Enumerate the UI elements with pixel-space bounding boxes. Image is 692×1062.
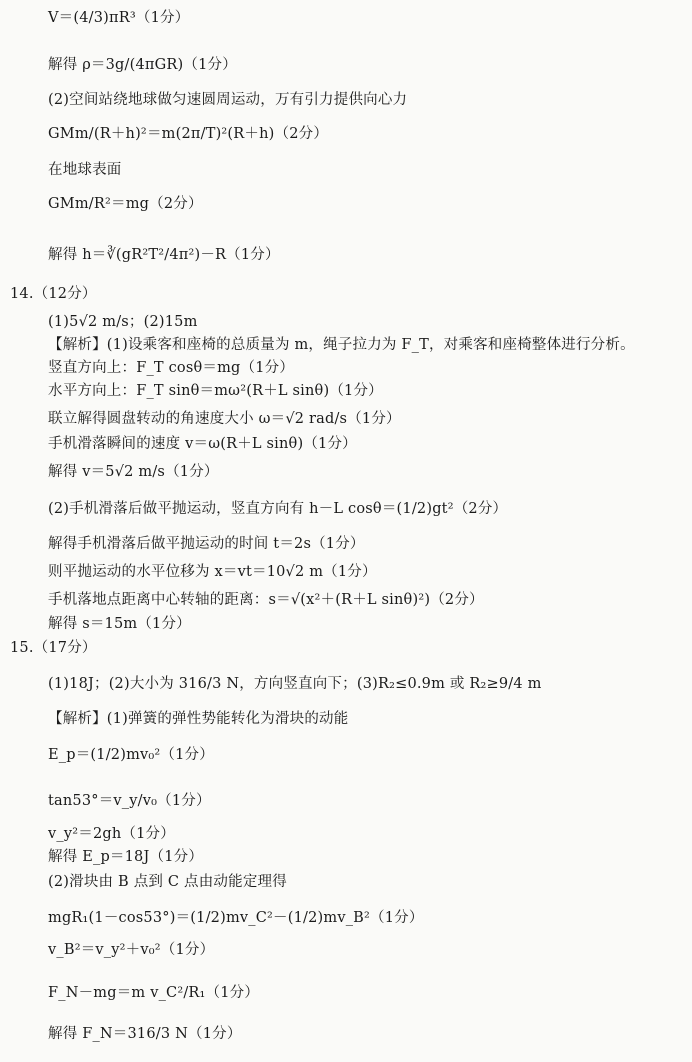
q15-vb: v_B²＝v_y²＋v₀²（1分）	[48, 942, 215, 958]
q15-vy: v_y²＝2gh（1分）	[48, 826, 175, 842]
q15-part2-intro: (2)滑块由 B 点到 C 点由动能定理得	[48, 874, 287, 890]
q15-normal-result: 解得 F_N＝316/3 N（1分）	[48, 1026, 242, 1042]
q14-analysis: 【解析】(1)设乘客和座椅的总质量为 m，绳子拉力为 F_T，对乘客和座椅整体进行分析。	[48, 337, 635, 353]
q14-velocity: 手机滑落瞬间的速度 v＝ω(R＋L sinθ)（1分）	[48, 436, 357, 452]
surface-label: 在地球表面	[48, 162, 122, 178]
q14-distance: 手机落地点距离中心转轴的距离：s＝√(x²＋(R＋L sinθ)²)（2分）	[48, 592, 484, 608]
q14-time: 解得手机滑落后做平抛运动的时间 t＝2s（1分）	[48, 536, 365, 552]
q14-displacement: 则平抛运动的水平位移为 x＝vt＝10√2 m（1分）	[48, 564, 377, 580]
part2-intro: (2)空间站绕地球做匀速圆周运动，万有引力提供向心力	[48, 92, 408, 108]
q15-ep-result: 解得 E_p＝18J（1分）	[48, 849, 204, 865]
volume-formula: V＝(4/3)πR³（1分）	[48, 10, 190, 26]
q15-answer: (1)18J；(2)大小为 316/3 N，方向竖直向下；(3)R₂≤0.9m 或 R₂≥9/4 m	[48, 676, 542, 692]
q15-normal-force: F_N－mg＝m v_C²/R₁（1分）	[48, 985, 260, 1001]
question-14-heading: 14.（12分）	[10, 286, 97, 302]
q15-work-energy: mgR₁(1－cos53°)＝(1/2)mv_C²－(1/2)mv_B²（1分）	[48, 910, 424, 926]
q14-omega: 联立解得圆盘转动的角速度大小 ω＝√2 rad/s（1分）	[48, 411, 401, 427]
density-result: 解得 ρ＝3g/(4πGR)（1分）	[48, 57, 237, 73]
surface-equation: GMm/R²＝mg（2分）	[48, 196, 203, 212]
q14-answer: (1)5√2 m/s；(2)15m	[48, 314, 198, 330]
orbit-equation: GMm/(R＋h)²＝m(2π/T)²(R＋h)（2分）	[48, 126, 329, 142]
q14-horizontal: 水平方向上：F_T sinθ＝mω²(R＋L sinθ)（1分）	[48, 383, 383, 399]
height-result: 解得 h＝∛(gR²T²/4π²)－R（1分）	[48, 247, 280, 263]
q14-velocity-result: 解得 v＝5√2 m/s（1分）	[48, 464, 219, 480]
q15-energy: E_p＝(1/2)mv₀²（1分）	[48, 747, 214, 763]
q15-tan: tan53°＝v_y/v₀（1分）	[48, 793, 211, 809]
q15-analysis: 【解析】(1)弹簧的弹性势能转化为滑块的动能	[48, 711, 349, 727]
q14-projectile: (2)手机滑落后做平抛运动，竖直方向有 h－L cosθ＝(1/2)gt²（2分）	[48, 501, 508, 517]
q14-distance-result: 解得 s＝15m（1分）	[48, 616, 191, 632]
q14-vertical: 竖直方向上：F_T cosθ＝mg（1分）	[48, 360, 295, 376]
question-15-heading: 15.（17分）	[10, 640, 97, 656]
